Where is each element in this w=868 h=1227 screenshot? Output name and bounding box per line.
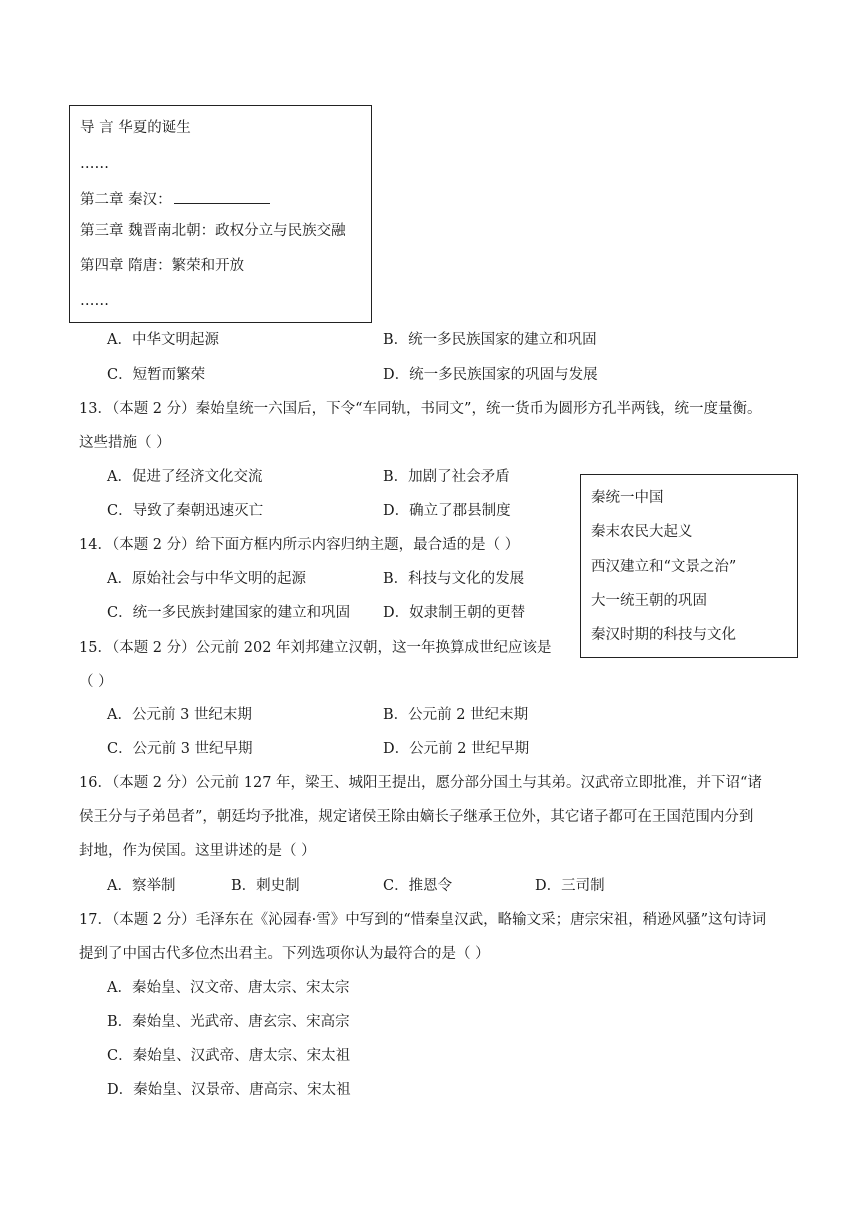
q15-option-a: A．公元前 3 世纪末期 xyxy=(107,707,252,723)
toc-line-chapter-3: 第三章 魏晋南北朝：政权分立与民族交融 xyxy=(80,223,346,239)
toc-line-chapter-2 xyxy=(80,189,270,210)
q16-option-c: C．推恩令 xyxy=(383,878,453,894)
q14-option-a: A．原始社会与中华文明的起源 xyxy=(107,571,306,587)
topics-line-5: 秦汉时期的科技与文化 xyxy=(591,627,736,643)
q16-option-a: A．察举制 xyxy=(107,878,176,894)
q16-option-b: B．刺史制 xyxy=(231,878,300,894)
q16-stem-line-1: 16．（本题 2 分）公元前 127 年，梁王、城阳王提出，愿分部分国土与其弟。汉武帝立即批准，并下诏“诸 xyxy=(79,775,762,791)
q17-option-d: D．秦始皇、汉景帝、唐高宗、宋太祖 xyxy=(107,1082,351,1098)
topics-line-4: 大一统王朝的巩固 xyxy=(591,593,707,609)
toc-line-intro: 导 言 华夏的诞生 xyxy=(80,120,191,136)
q14-option-b: B．科技与文化的发展 xyxy=(383,571,525,587)
q13-option-a: A．促进了经济文化交流 xyxy=(107,469,263,485)
q14-stem: 14．（本题 2 分）给下面方框内所示内容归纳主题，最合适的是（ ） xyxy=(79,537,520,553)
q16-stem-line-2: 侯王分与子弟邑者”，朝廷均予批准，规定诸侯王除由嫡长子继承王位外，其它诸子都可在王国范围内分到 xyxy=(79,809,754,825)
q14-option-d: D．奴隶制王朝的更替 xyxy=(383,605,526,621)
q13-option-d: D．确立了郡县制度 xyxy=(383,503,511,519)
q13-option-b: B．加剧了社会矛盾 xyxy=(383,469,510,485)
topics-line-1: 秦统一中国 xyxy=(591,490,664,506)
q15-option-d: D．公元前 2 世纪早期 xyxy=(383,741,530,757)
q17-stem-line-1: 17．（本题 2 分）毛泽东在《沁园春·雪》中写到的“惜秦皇汉武，略输文采；唐宗宋祖，稍逊风骚”这句诗词 xyxy=(79,912,767,928)
q12-option-d: D．统一多民族国家的巩固与发展 xyxy=(383,367,598,383)
q17-option-a: A．秦始皇、汉文帝、唐太宗、宋太宗 xyxy=(107,980,350,996)
q17-stem-line-2: 提到了中国古代多位杰出君主。下列选项你认为最符合的是（ ） xyxy=(79,946,490,962)
q13-stem-line-1: 13．（本题 2 分）秦始皇统一六国后，下令“车同轨，书同文”，统一货币为圆形方孔半两钱，统一度量衡。 xyxy=(79,401,762,417)
q15-stem-line-2: （ ） xyxy=(79,674,113,690)
toc-chapter-2-text: 第二章 秦汉： xyxy=(80,192,172,208)
q12-option-c: C．短暂而繁荣 xyxy=(107,367,206,383)
q14-option-c: C．统一多民族封建国家的建立和巩固 xyxy=(107,605,351,621)
q16-option-d: D．三司制 xyxy=(535,878,605,894)
toc-line-chapter-4: 第四章 隋唐：繁荣和开放 xyxy=(80,258,245,274)
q17-option-b: B．秦始皇、光武帝、唐玄宗、宋高宗 xyxy=(107,1014,350,1030)
q12-option-a: A．中华文明起源 xyxy=(107,332,219,348)
q13-option-c: C．导致了秦朝迅速灭亡 xyxy=(107,503,264,519)
toc-line-ellipsis-1: …… xyxy=(80,156,109,172)
topics-line-2: 秦末农民大起义 xyxy=(591,524,693,540)
q15-option-b: B．公元前 2 世纪末期 xyxy=(383,707,529,723)
toc-line-ellipsis-2: …… xyxy=(80,293,109,309)
q16-stem-line-3: 封地，作为侯国。这里讲述的是（ ） xyxy=(79,843,316,859)
q17-option-c: C．秦始皇、汉武帝、唐太宗、宋太祖 xyxy=(107,1048,351,1064)
q13-stem-line-2: 这些措施（ ） xyxy=(79,435,171,451)
answer-blank xyxy=(174,189,270,204)
topics-line-3: 西汉建立和“文景之治” xyxy=(591,559,737,575)
q15-stem-line-1: 15．（本题 2 分）公元前 202 年刘邦建立汉朝，这一年换算成世纪应该是 xyxy=(79,640,552,656)
q15-option-c: C．公元前 3 世纪早期 xyxy=(107,741,253,757)
q12-option-b: B．统一多民族国家的建立和巩固 xyxy=(383,332,597,348)
